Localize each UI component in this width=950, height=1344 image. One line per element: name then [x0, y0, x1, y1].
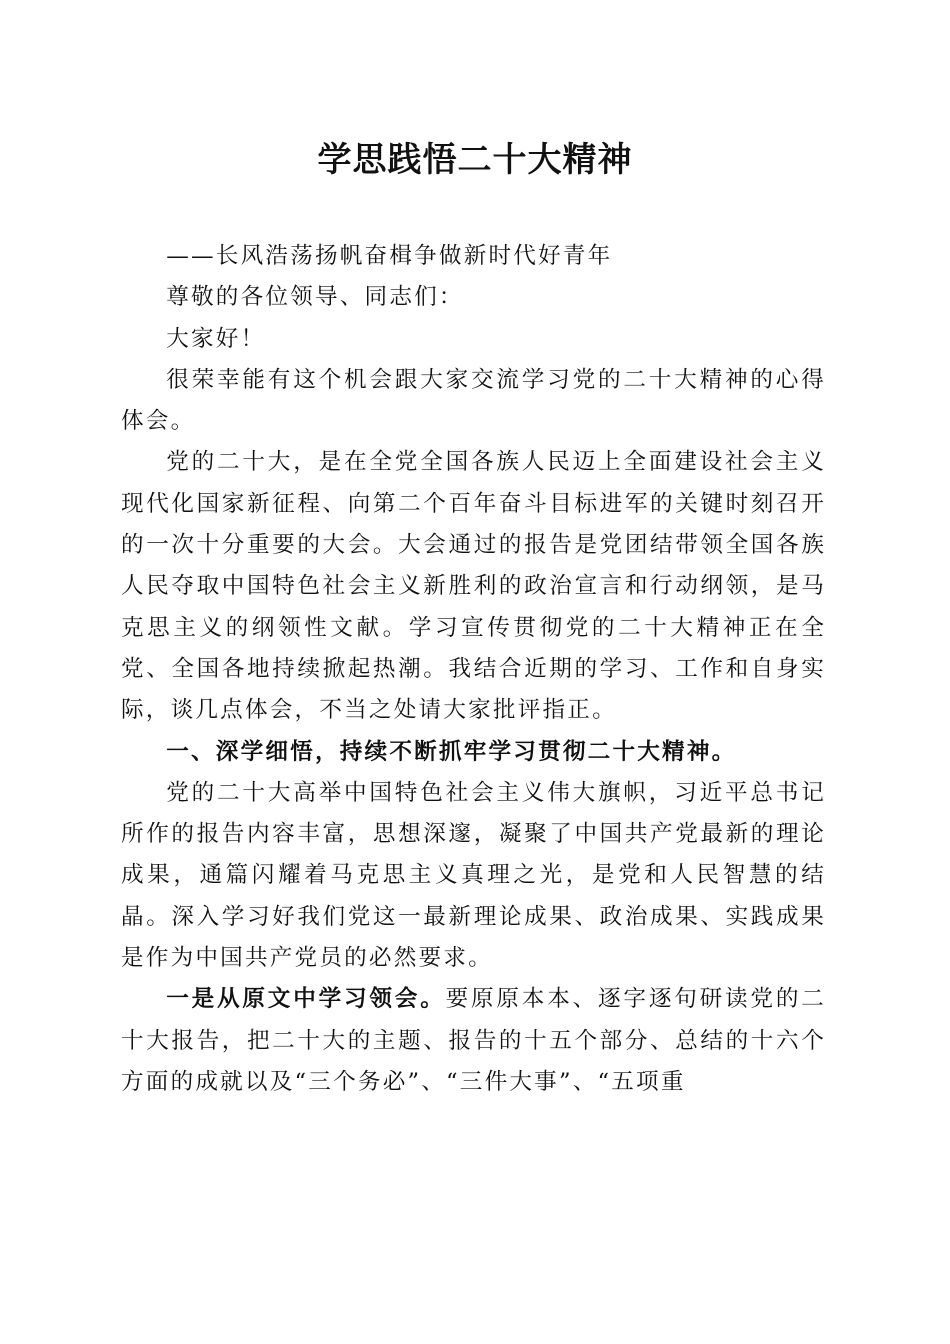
intro-paragraph: 很荣幸能有这个机会跟大家交流学习党的二十大精神的心得体会。 — [121, 366, 826, 435]
subtitle: ——长风浩荡扬帆奋楫争做新时代好青年 — [166, 243, 613, 269]
paragraph: 党的二十大高举中国特色社会主义伟大旗帜，习近平总书记所作的报告内容丰富，思想深邃，凝聚了中国共产党最新的理论成果，通篇闪耀着马克思主义真理之光，是党和人民智慧的结晶。深入学习好我们党这一最新理论成果、政治成果、实践成果是作为中国共产党员的必然要求。 — [121, 779, 826, 972]
salutation: 尊敬的各位领导、同志们： — [166, 284, 464, 311]
section-heading: 一、深学细悟，持续不断抓牢学习贯彻二十大精神。 — [166, 738, 737, 765]
document-title: 学思践悟二十大精神 — [317, 140, 633, 180]
greeting: 大家好！ — [166, 325, 266, 352]
paragraph: 党的二十大，是在全党全国各族人民迈上全面建设社会主义现代化国家新征程、向第二个百年奋斗目标进军的关键时刻召开的一次十分重要的大会。大会通过的报告是党团结带领全国各族人民夺取中国特色社会主义新胜利的政治宣言和行动纲领，是马克思主义的纲领性文献。学习宣传贯彻党的二十大精神正在全党、全国各地持续掀起热潮。我结合近期的学习、工作和自身实际，谈几点体会，不当之处请大家批评指正。 — [121, 449, 826, 724]
point-lead: 一是从原文中学习领会。 — [166, 986, 446, 1013]
point-paragraph — [121, 979, 826, 1103]
document-body — [121, 236, 826, 1103]
point-text: 要原原本本、逐字逐句研读党的二十大报告，把二十大的主题、报告的十五个部分、总结的十六个方面的成就以及“三个务必”、“三件大事”、“五项重 — [121, 986, 827, 1095]
